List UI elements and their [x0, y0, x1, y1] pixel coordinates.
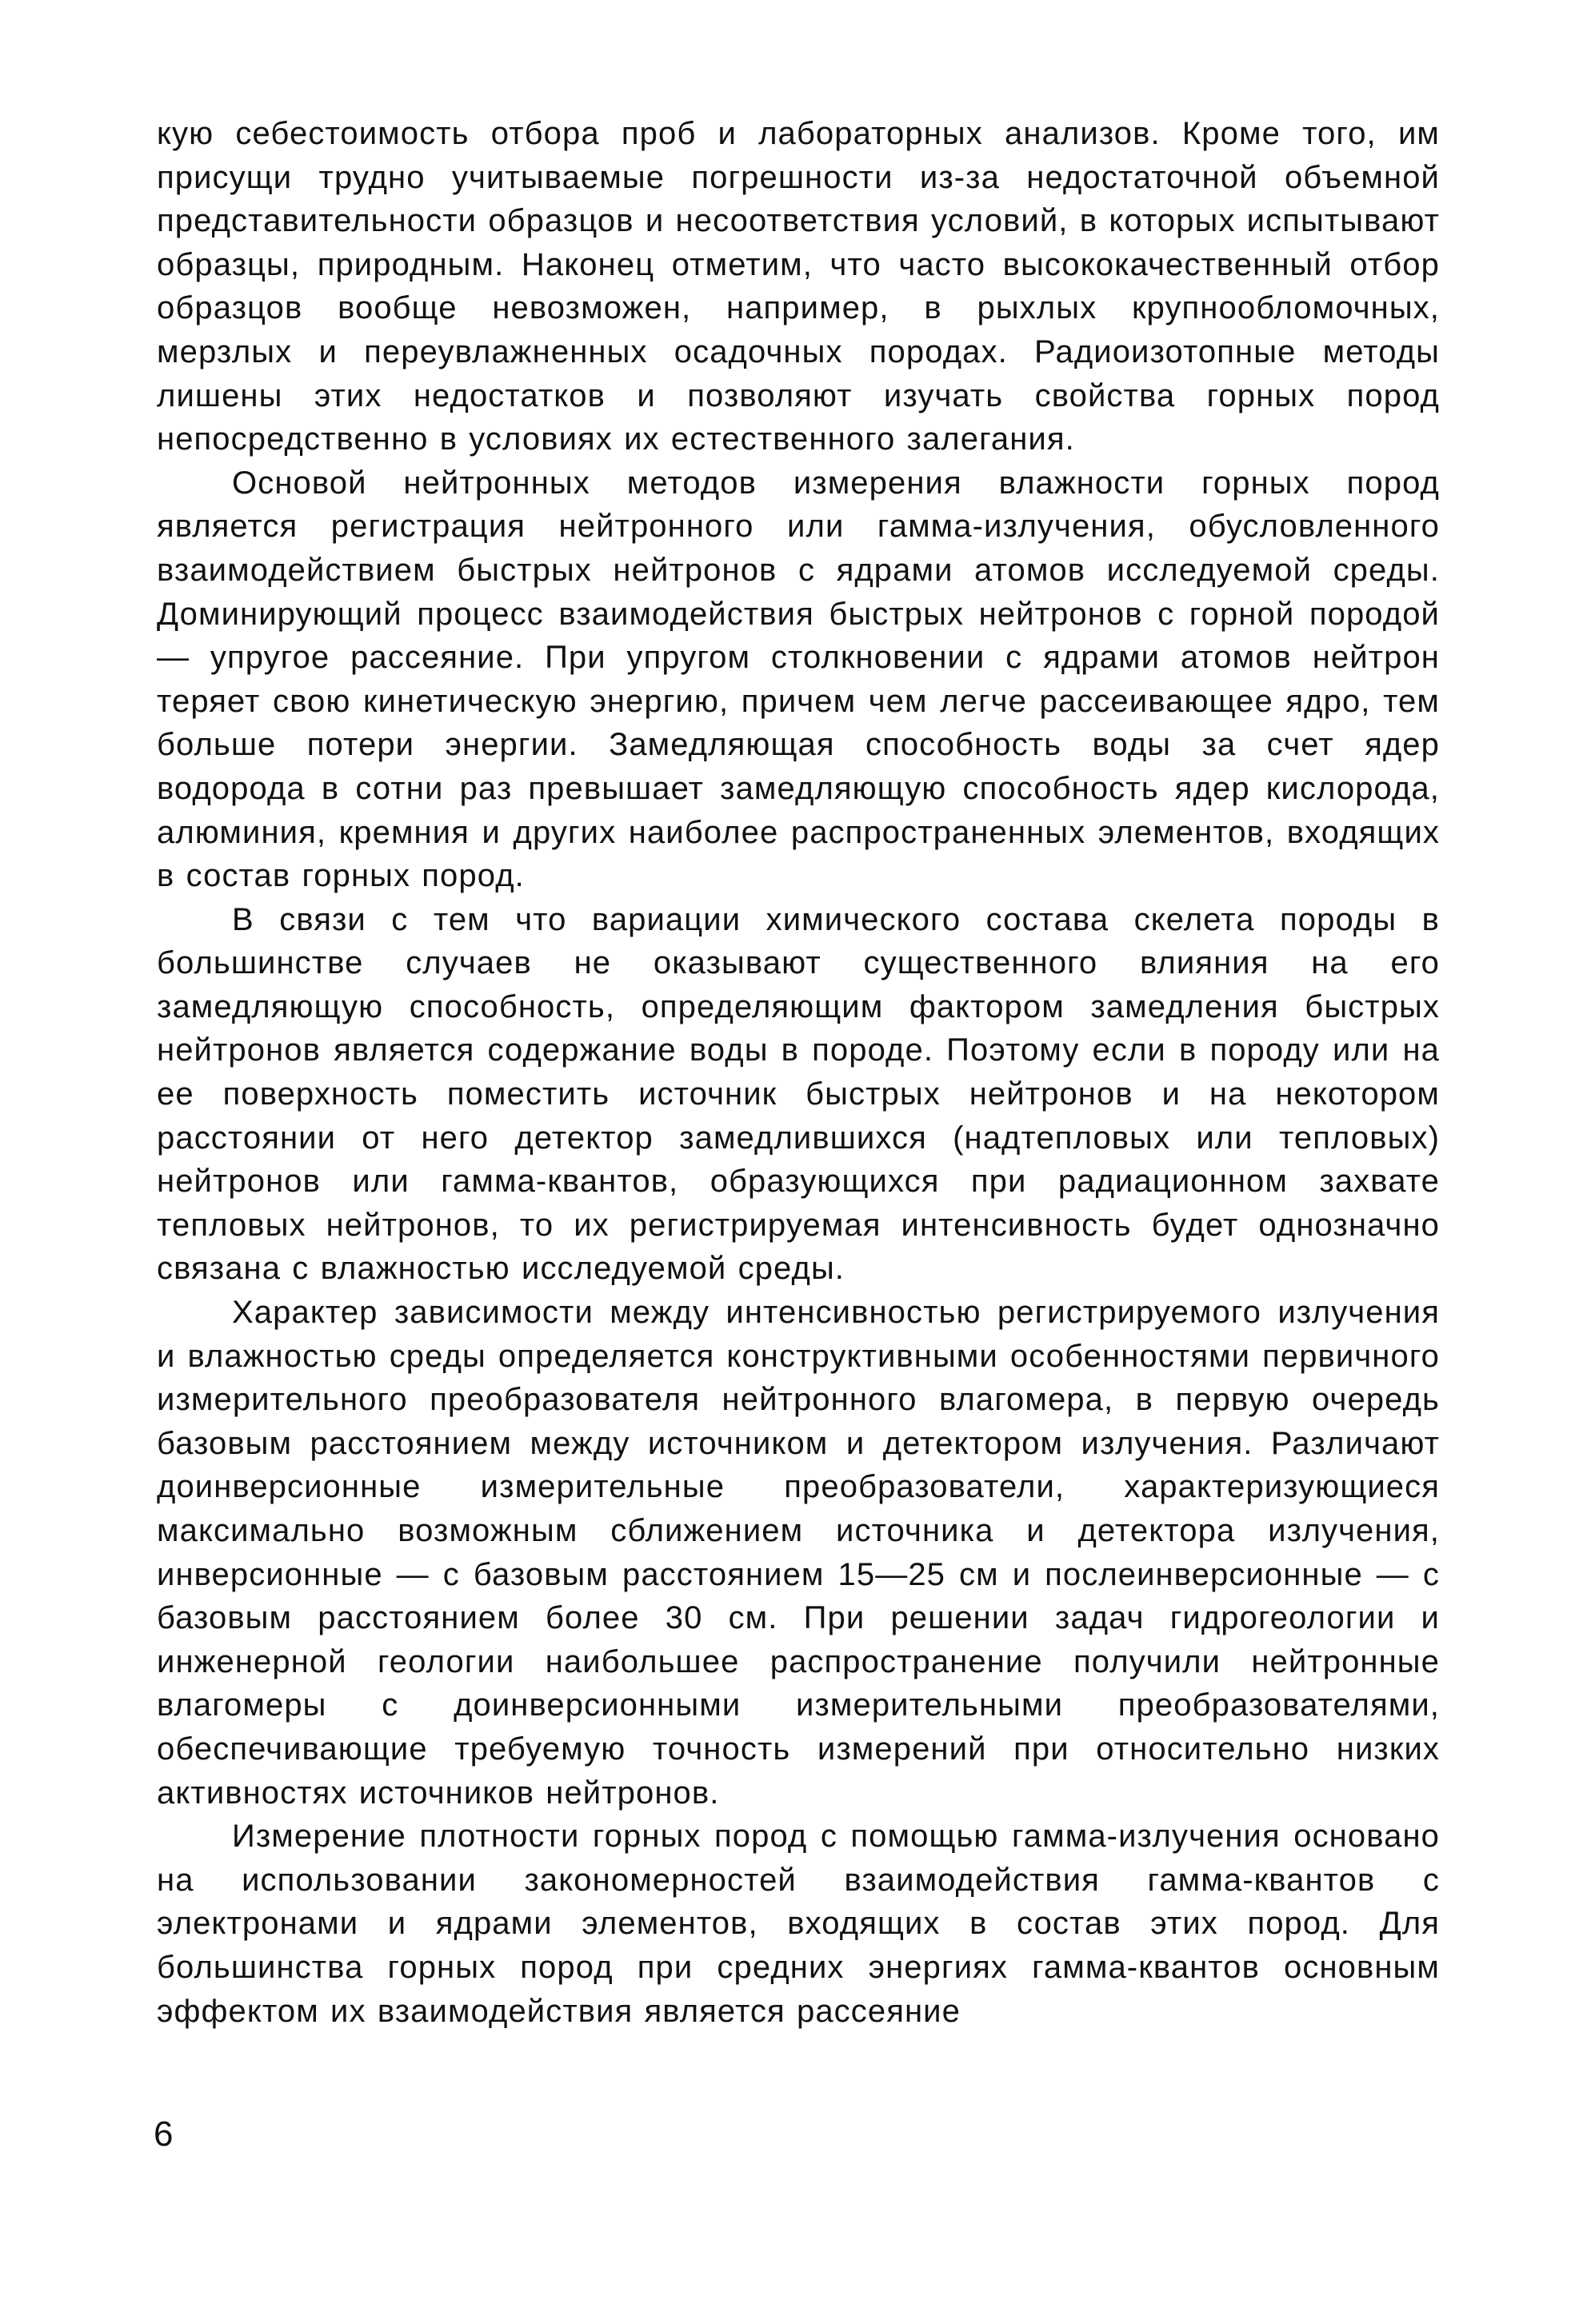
- paragraph-moderation-factor: В связи с тем что вариации химического состава скелета породы в большинстве случаев не оказывают существенного влияния на его замедляющую способность, определяющим фактором замедления быстрых нейтронов является содержание воды в породе. Поэтому если в породу или на ее поверхность поместить источник быстрых нейтронов и на некотором расстоянии от него детектор замедлившихся (надтепловых или тепловых) нейтронов или гамма-квантов, образующихся при радиационном захвате тепловых нейтронов, то их регистрируемая интенсивность будет однозначно связана с влажностью исследуемой среды.: [157, 901, 1440, 1287]
- body-text: [157, 112, 1440, 2033]
- paragraph-continuation: кую себестоимость отбора проб и лабораторных анализов. Кроме того, им присущи трудно учитываемые погрешности из-за недостаточной объемной представительности образцов и несоответствия условий, в которых испытывают образцы, природным. Наконец отметим, что часто высококачественный отбор образцов вообще невозможен, например, в рыхлых крупнообломочных, мерзлых и переувлажненных осадочных породах. Радиоизотопные методы лишены этих недостатков и позволяют изучать свойства горных пород непосредственно в условиях их естественного залегания.: [157, 116, 1440, 457]
- paragraph-converter-types: Характер зависимости между интенсивностью регистрируемого излучения и влажностью среды определяется конструктивными особенностями первичного измерительного преобразователя нейтронного влагомера, в первую очередь базовым расстоянием между источником и детектором излучения. Различают доинверсионные измерительные преобразователи, характеризующиеся максимально возможным сближением источника и детектора излучения, инверсионные — с базовым расстоянием 15—25 см и послеинверсионные — с базовым расстоянием более 30 см. При решении задач гидрогеологии и инженерной геологии наибольшее распространение получили нейтронные влагомеры с доинверсионными измерительными преобразователями, обеспечивающие требуемую точность измерений при относительно низких активностях источников нейтронов.: [157, 1295, 1440, 1811]
- page-number: 6: [154, 2114, 174, 2154]
- paragraph-density-measurement: Измерение плотности горных пород с помощью гамма-излучения основано на использовании закономерностей взаимодействия гамма-квантов с электронами и ядрами элементов, входящих в состав этих пород. Для большинства горных пород при средних энергиях гамма-квантов основным эффектом их взаимодействия является рассеяние: [157, 1819, 1440, 2029]
- paragraph-neutron-methods: Основой нейтронных методов измерения влажности горных пород является регистрация нейтронного или гамма-излучения, обусловленного взаимодействием быстрых нейтронов с ядрами атомов исследуемой среды. Доминирующий процесс взаимодействия быстрых нейтронов с горной породой — упругое рассеяние. При упругом столкновении с ядрами атомов нейтрон теряет свою кинетическую энергию, причем чем легче рассеивающее ядро, тем больше потери энергии. Замедляющая способность воды за счет ядер водорода в сотни раз превышает замедляющую способность ядер кислорода, алюминия, кремния и других наиболее распространенных элементов, входящих в состав горных пород.: [157, 465, 1440, 894]
